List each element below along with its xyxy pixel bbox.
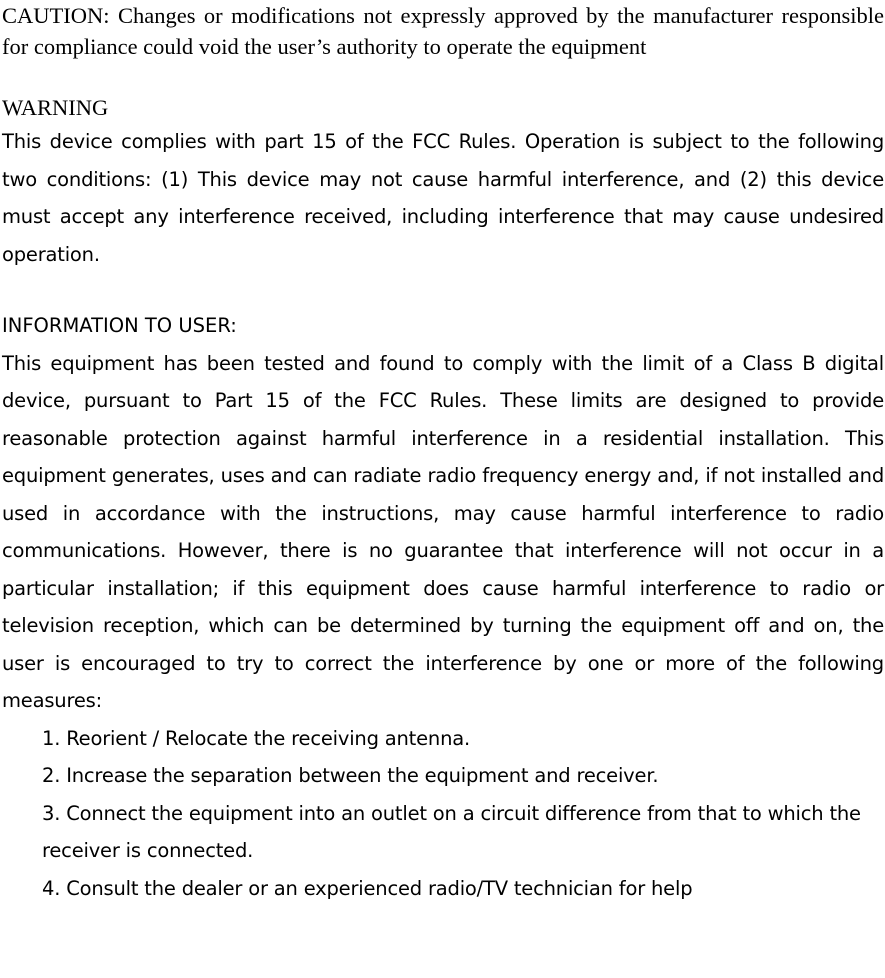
warning-body: This device complies with part 15 of the FCC Rules. Operation is subject to the following two conditions: (1) This device may not cause harmful interference, and (2) this device must accept any interference received, including interference that may cause undesired operation. xyxy=(2,130,884,266)
measure-item-1: 1. Reorient / Relocate the receiving antenna. xyxy=(42,726,470,750)
measures-list xyxy=(2,720,884,908)
measure-item-2: 2. Increase the separation between the equipment and receiver. xyxy=(42,764,659,787)
information-to-user-heading: INFORMATION TO USER: xyxy=(2,314,237,337)
measure-item-4: 4. Consult the dealer or an experienced radio/TV technician for help xyxy=(42,876,693,900)
document-page xyxy=(2,0,884,907)
caution-notice: CAUTION: Changes or modifications not expressly approved by the manufacturer responsible for compliance could void the user’s authority to operate the equipment xyxy=(2,3,884,59)
measure-item-3: 3. Connect the equipment into an outlet on a circuit difference from that to which the receiver is connected. xyxy=(42,801,861,862)
warning-heading: WARNING xyxy=(2,95,109,120)
information-to-user-body: This equipment has been tested and found to comply with the limit of a Class B digital device, pursuant to Part 15 of the FCC Rules. These limits are designed to provide reasonable protection against harmful interference in a residential installation. This equipment generates, uses and can radiate radio frequency energy and, if not installed and used in accordance with the instructions, may cause harmful interference to radio communications. However, there is no guarantee that interference will not occur in a particular installation; if this equipment does cause harmful interference to radio or television reception, which can be determined by turning the equipment off and on, the user is encouraged to try to correct the interference by one or more of the following measures: xyxy=(2,351,884,712)
